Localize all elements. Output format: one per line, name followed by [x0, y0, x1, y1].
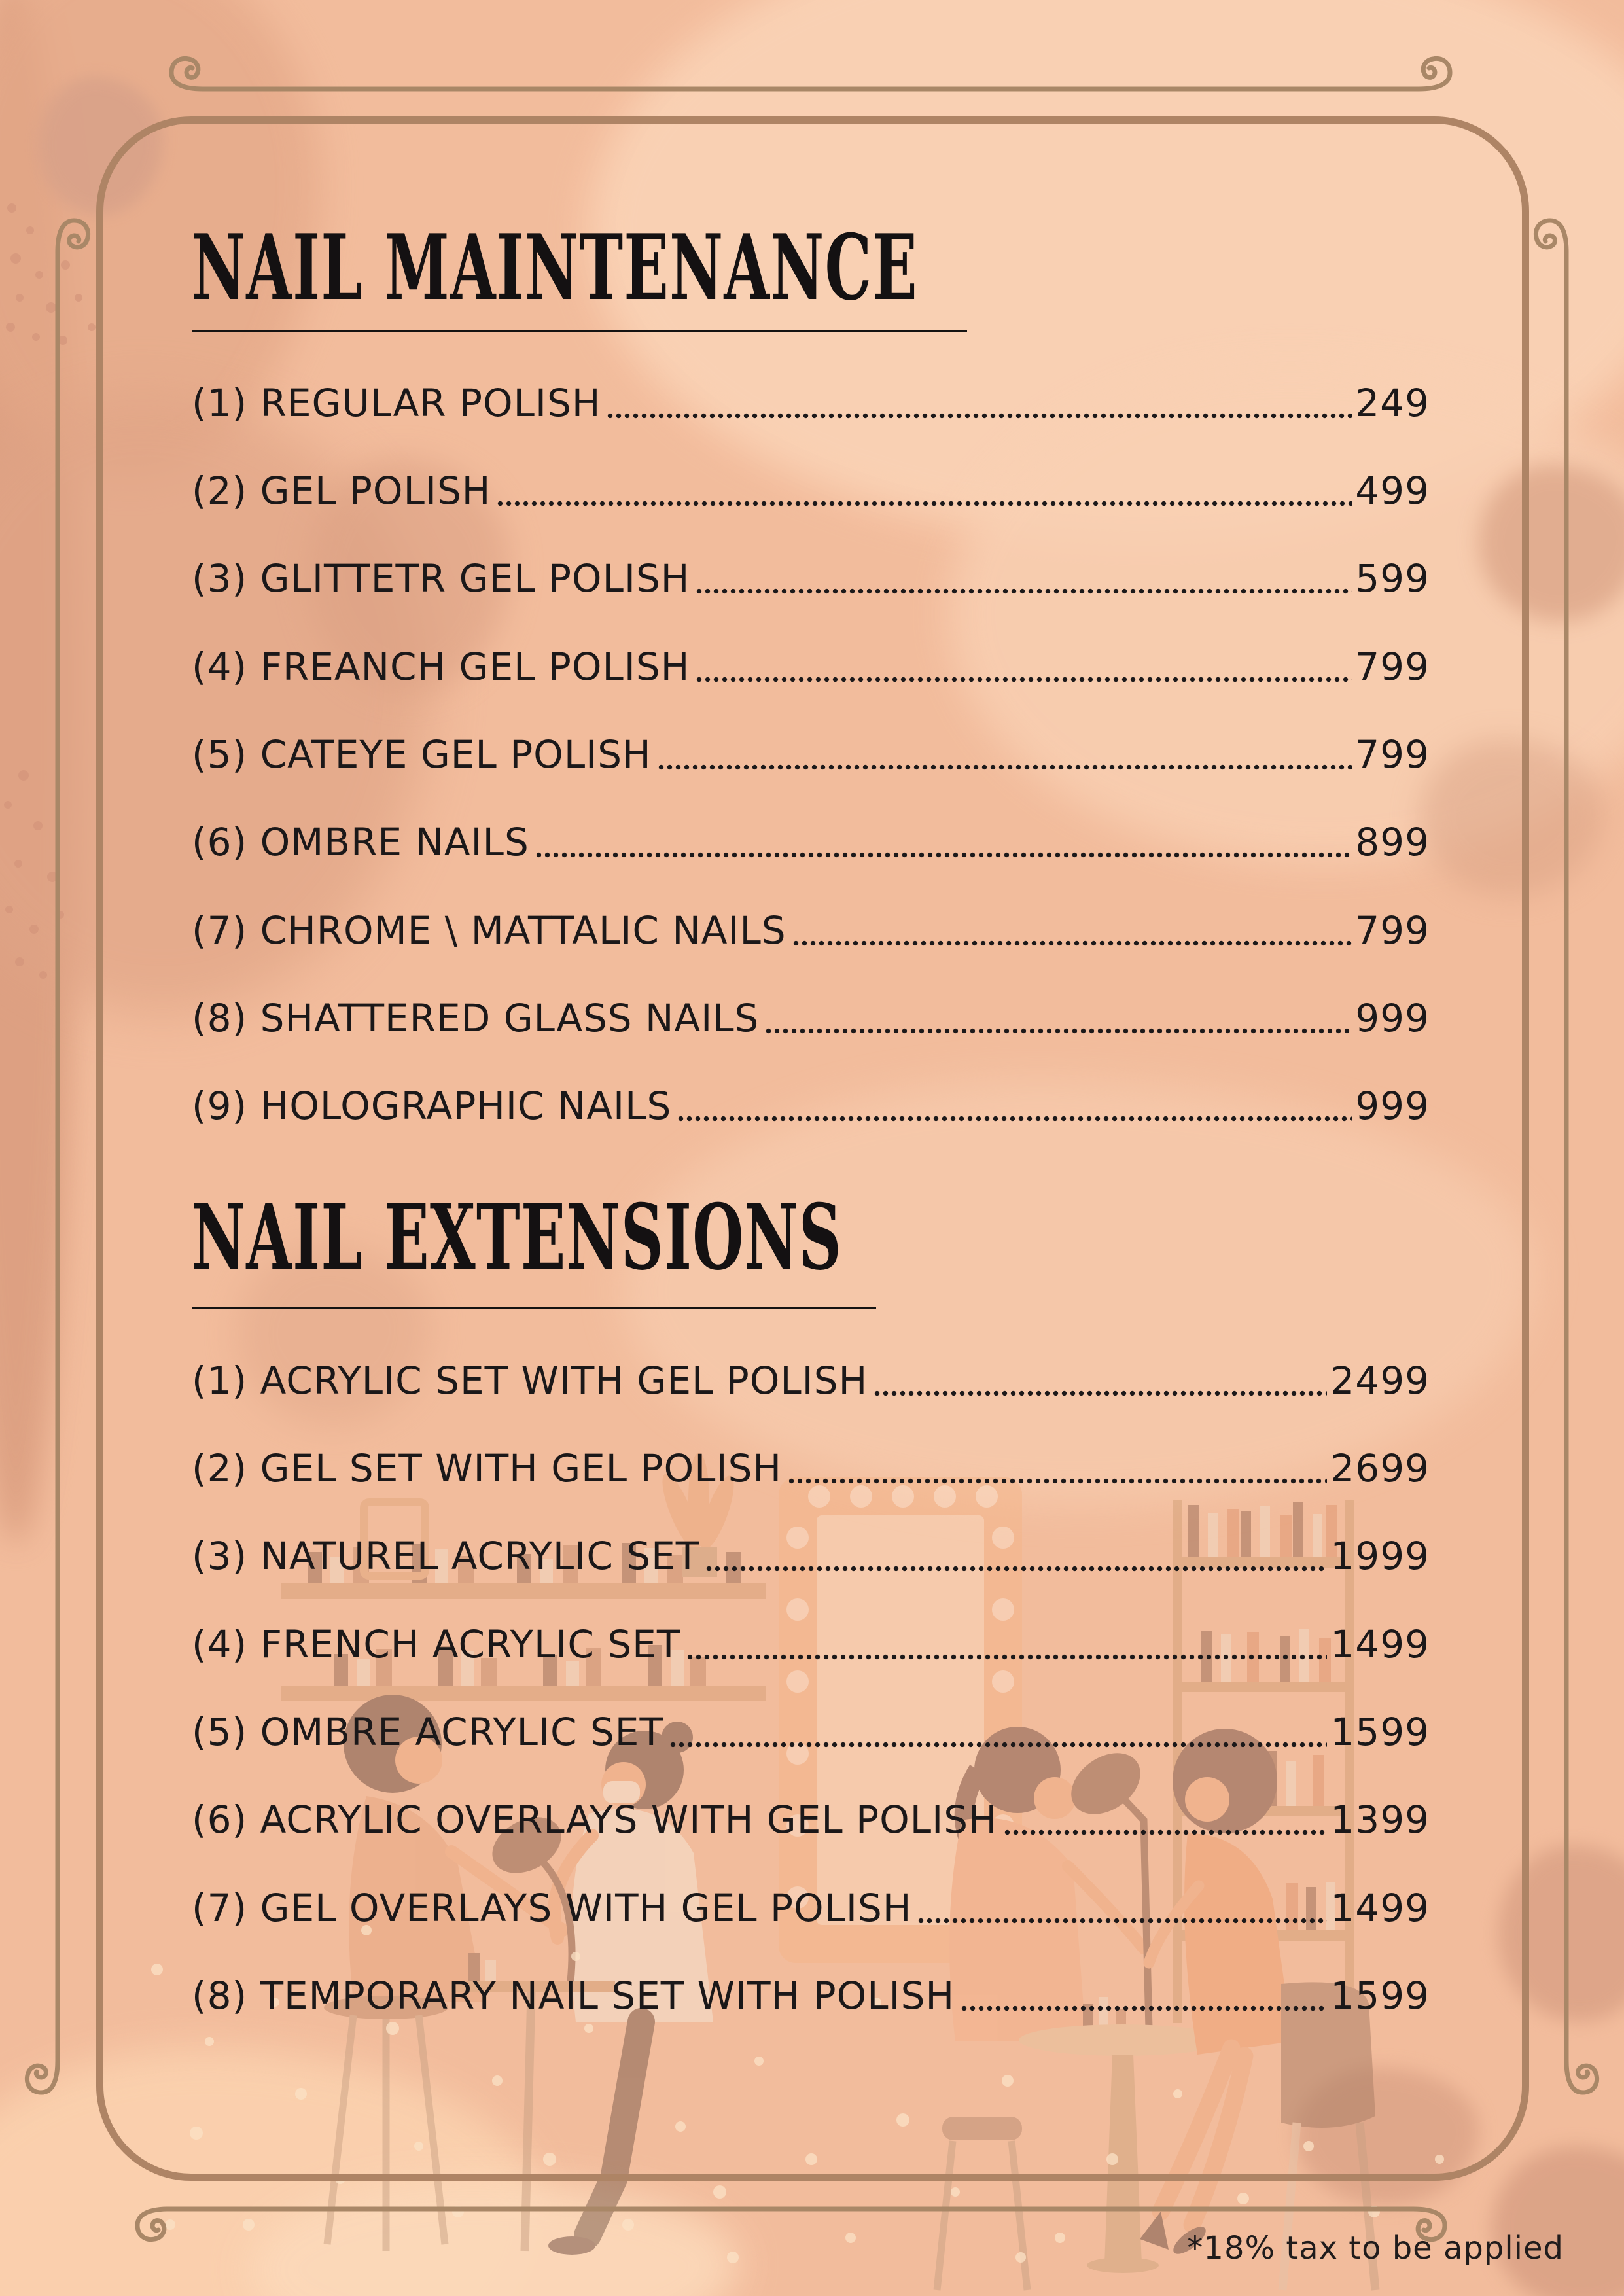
- dotted-leader: [764, 1028, 1352, 1034]
- menu-item-label: (2) GEL POLISH: [192, 468, 491, 514]
- menu-item-row: [192, 1312, 1430, 1403]
- menu-item-row: [192, 861, 1430, 953]
- menu-item-row: [192, 1400, 1430, 1491]
- menu-item-label: (9) HOLOGRAPHIC NAILS: [192, 1084, 672, 1129]
- menu-item-price: 799: [1355, 908, 1430, 953]
- dotted-leader: [695, 677, 1352, 682]
- menu-items-list: [192, 1312, 1430, 2018]
- menu-item-price: 1499: [1330, 1885, 1430, 1930]
- dotted-leader: [686, 1654, 1327, 1660]
- dotted-leader: [1003, 1829, 1328, 1835]
- menu-item-label: (8) SHATTERED GLASS NAILS: [192, 995, 760, 1040]
- title-underline: [192, 330, 967, 332]
- menu-item-row: [192, 686, 1430, 777]
- menu-item-price: 1399: [1330, 1797, 1430, 1843]
- spiral-flourish-icon: [27, 2061, 58, 2093]
- menu-item-price: 799: [1355, 644, 1430, 689]
- menu-item-label: (5) CATEYE GEL POLISH: [192, 732, 652, 777]
- dotted-leader: [535, 852, 1352, 858]
- menu-item-row: [192, 773, 1430, 865]
- section-title: NAIL EXTENSIONS: [192, 1184, 843, 1290]
- menu-item-row: [192, 1037, 1430, 1129]
- dotted-leader: [705, 1566, 1327, 1572]
- menu-item-row: [192, 510, 1430, 601]
- menu-item-label: (5) OMBRE ACRYLIC SET: [192, 1709, 663, 1754]
- menu-item-label: (3) GLITTETR GEL POLISH: [192, 556, 690, 601]
- spiral-flourish-icon: [137, 2209, 169, 2240]
- menu-item-price: 999: [1355, 995, 1430, 1040]
- menu-item-price: 249: [1355, 380, 1430, 425]
- menu-item-row: [192, 597, 1430, 689]
- section-title: NAIL MAINTENANCE: [192, 214, 918, 321]
- spiral-flourish-icon: [1566, 2061, 1597, 2093]
- menu-items-list: [192, 334, 1430, 1129]
- dotted-leader: [695, 588, 1352, 594]
- menu-item-label: (1) REGULAR POLISH: [192, 380, 601, 425]
- menu-item-price: 799: [1355, 732, 1430, 777]
- dotted-leader: [960, 2005, 1327, 2011]
- tax-note: *18% tax to be applied: [1187, 2230, 1564, 2267]
- menu-item-price: 1599: [1330, 1973, 1430, 2018]
- spiral-flourish-icon: [171, 58, 203, 89]
- menu-item-row: [192, 422, 1430, 514]
- spiral-flourish-icon: [1536, 221, 1566, 252]
- menu-item-label: (1) ACRYLIC SET WITH GEL POLISH: [192, 1358, 868, 1403]
- dotted-leader: [787, 1478, 1327, 1484]
- spiral-flourish-icon: [1419, 58, 1450, 89]
- menu-item-label: (3) NATUREL ACRYLIC SET: [192, 1534, 700, 1579]
- menu-item-label: (7) GEL OVERLAYS WITH GEL POLISH: [192, 1885, 912, 1930]
- spiral-flourish-icon: [58, 221, 88, 252]
- dotted-leader: [677, 1116, 1352, 1122]
- menu-item-label: (4) FREANCH GEL POLISH: [192, 644, 690, 689]
- menu-item-row: [192, 1839, 1430, 1930]
- menu-item-price: 1599: [1330, 1709, 1430, 1754]
- dotted-leader: [917, 1918, 1327, 1924]
- menu-item-price: 1999: [1330, 1534, 1430, 1579]
- menu-item-price: 599: [1355, 556, 1430, 601]
- menu-item-label: (6) OMBRE NAILS: [192, 820, 529, 865]
- menu-item-price: 2499: [1330, 1358, 1430, 1403]
- dotted-leader: [792, 940, 1352, 946]
- menu-item-row: [192, 949, 1430, 1040]
- menu-item-price: 2699: [1330, 1446, 1430, 1491]
- menu-item-price: 999: [1355, 1084, 1430, 1129]
- menu-item-label: (6) ACRYLIC OVERLAYS WITH GEL POLISH: [192, 1797, 998, 1843]
- menu-item-price: 1499: [1330, 1621, 1430, 1667]
- dotted-leader: [496, 501, 1352, 506]
- menu-item-row: [192, 334, 1430, 425]
- menu-item-row: [192, 1927, 1430, 2018]
- menu-item-row: [192, 1663, 1430, 1754]
- title-underline: [192, 1307, 876, 1309]
- menu-item-label: (7) CHROME \ MATTALIC NAILS: [192, 908, 786, 953]
- menu-item-price: 499: [1355, 468, 1430, 514]
- dotted-leader: [657, 764, 1352, 770]
- menu-item-row: [192, 1487, 1430, 1579]
- menu-item-row: [192, 1751, 1430, 1843]
- menu-item-label: (2) GEL SET WITH GEL POLISH: [192, 1446, 783, 1491]
- menu-item-price: 899: [1355, 820, 1430, 865]
- dotted-leader: [669, 1742, 1328, 1748]
- dotted-leader: [873, 1390, 1327, 1396]
- menu-item-label: (8) TEMPORARY NAIL SET WITH POLISH: [192, 1973, 955, 2018]
- menu-item-label: (4) FRENCH ACRYLIC SET: [192, 1621, 681, 1667]
- dotted-leader: [606, 413, 1352, 419]
- menu-item-row: [192, 1575, 1430, 1667]
